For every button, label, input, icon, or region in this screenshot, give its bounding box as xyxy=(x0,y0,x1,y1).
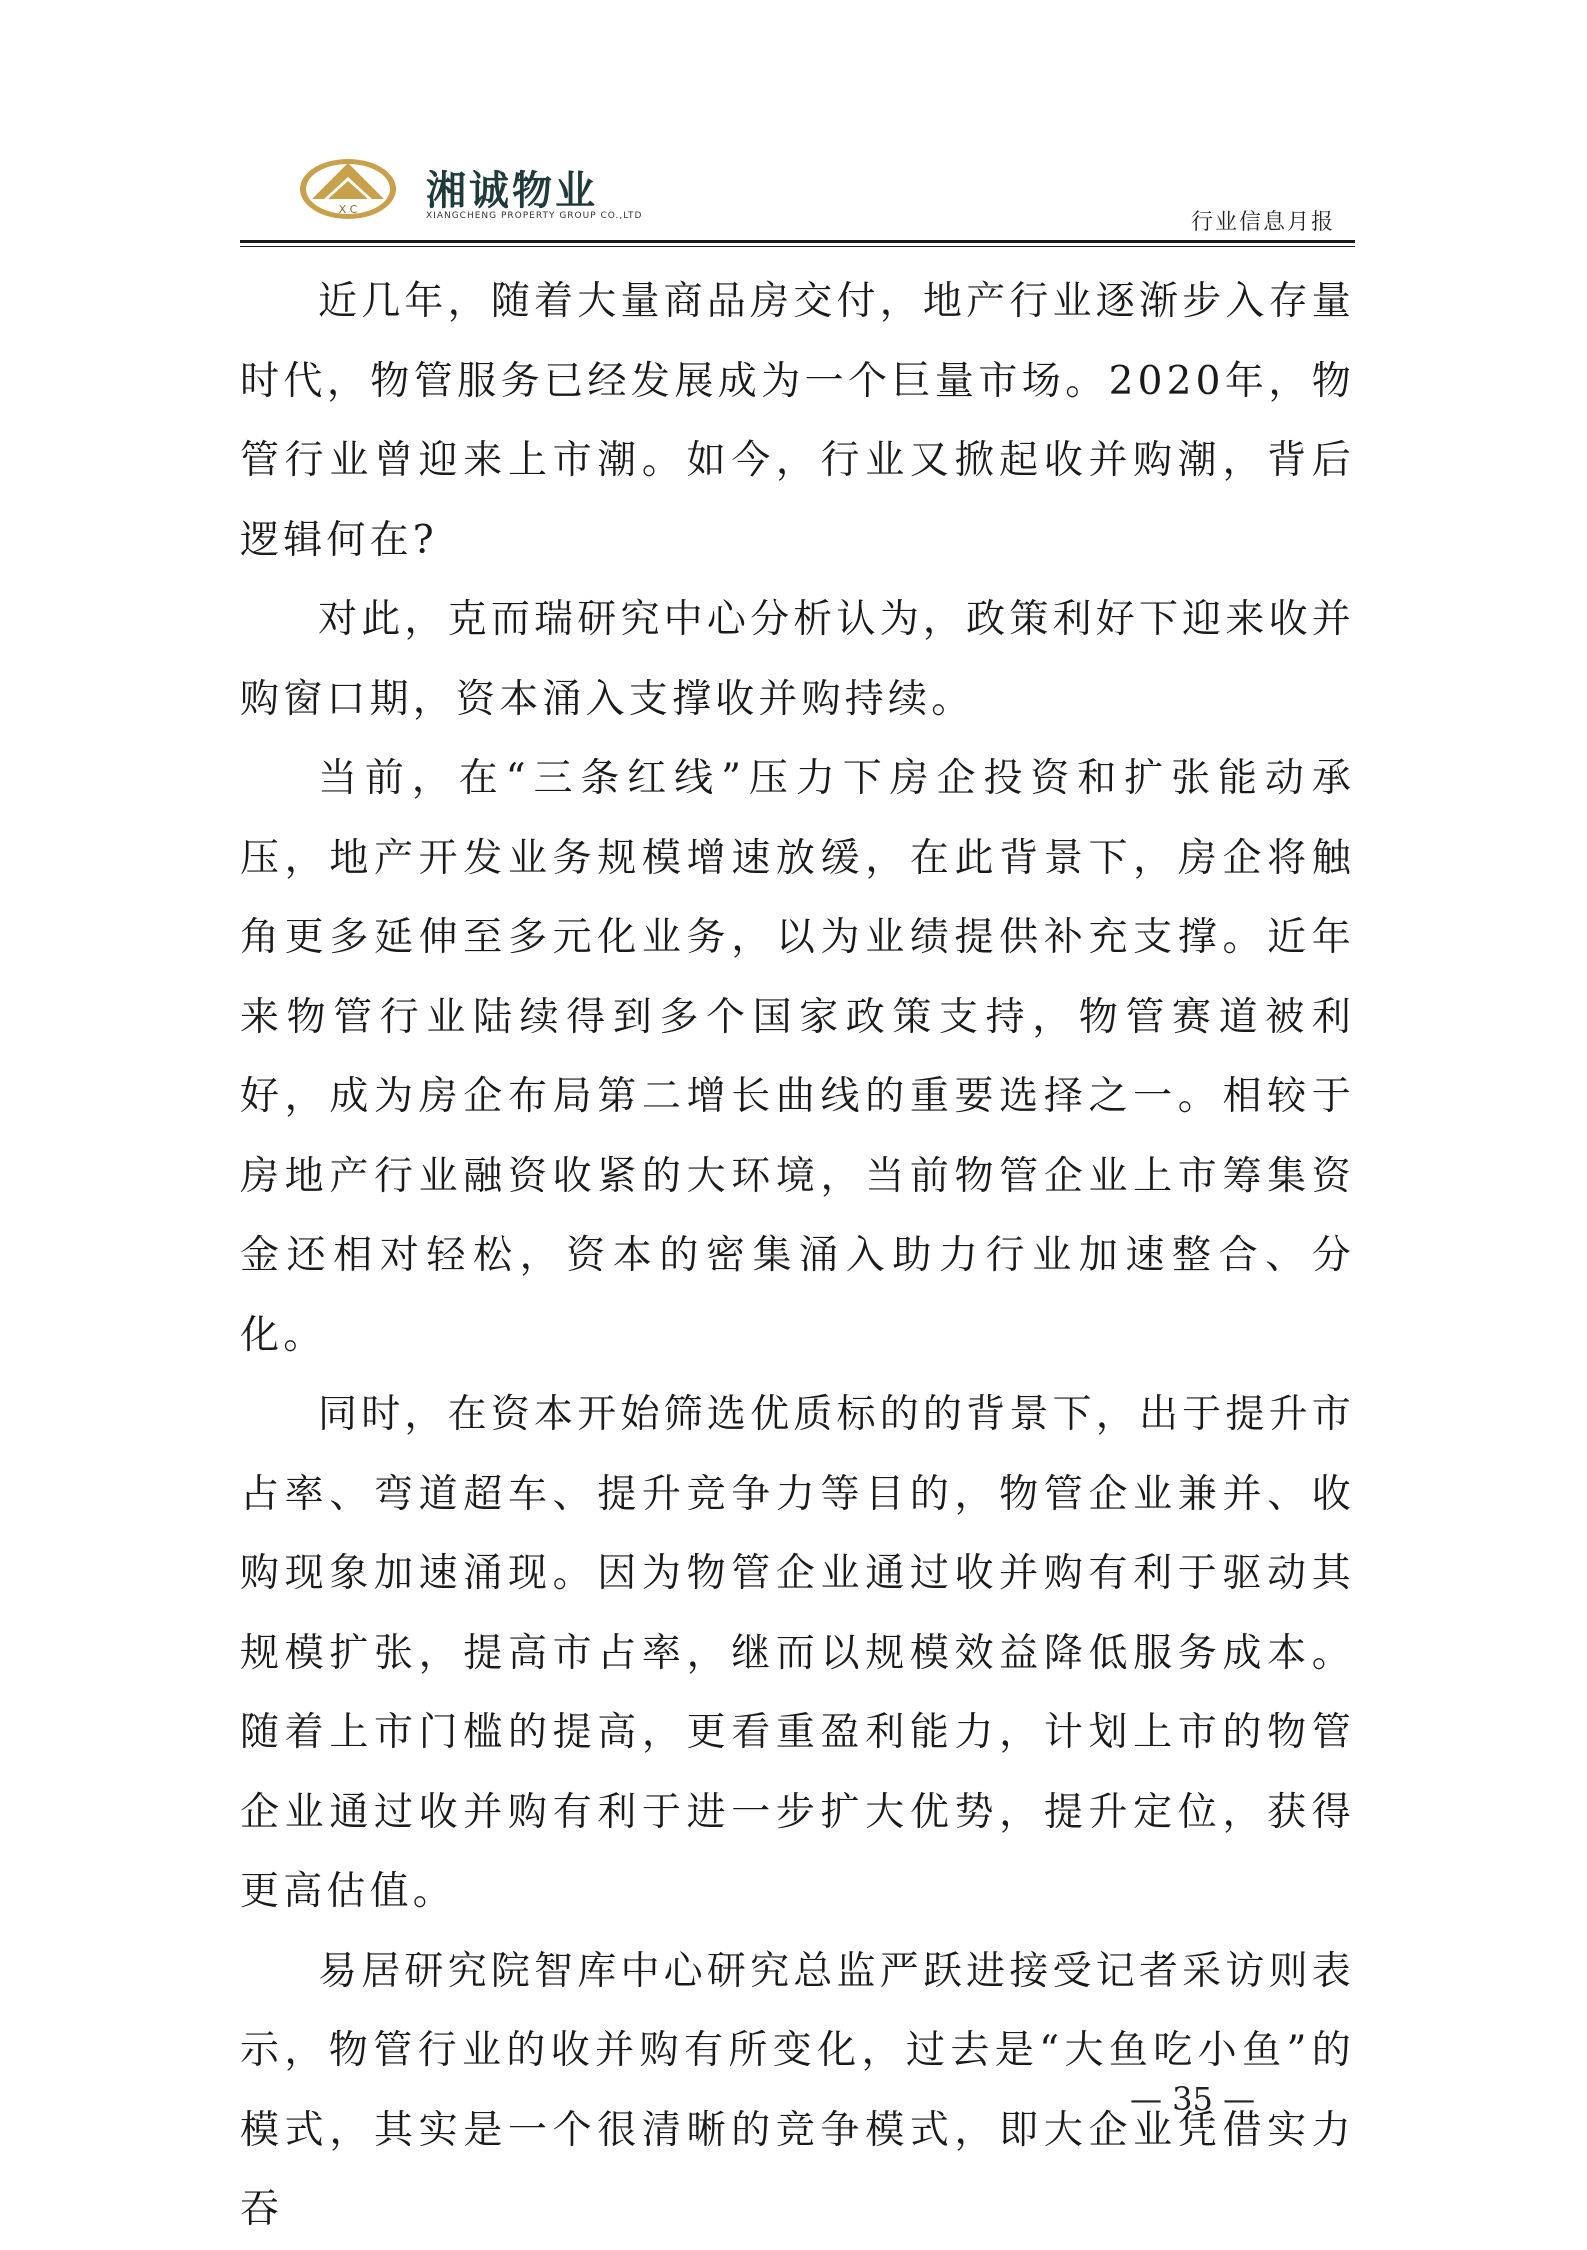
page-header xyxy=(240,125,1355,245)
article-body xyxy=(240,262,1355,2250)
paragraph: 易居研究院智库中心研究总监严跃进接受记者采访则表示，物管行业的收并购有所变化，过去是“大鱼吃小鱼”的模式，其实是一个很清晰的竞争模式，即大企业凭借实力吞 xyxy=(240,1948,1355,2232)
report-title: 行业信息月报 xyxy=(1190,210,1335,235)
paragraph: 近几年，随着大量商品房交付，地产行业逐渐步入存量时代，物管服务已经发展成为一个巨量市场。2020年，物管行业曾迎来上市潮。如今，行业又掀起收并购潮，背后逻辑何在? xyxy=(240,279,1355,563)
page-number: — 35 — xyxy=(1130,2080,1256,2118)
header-divider-thin xyxy=(240,246,1355,247)
logo-company-name: 湘诚物业 xyxy=(426,168,598,214)
paragraph: 对此，克而瑞研究中心分析认为，政策利好下迎来收并购窗口期，资本涌入支撑收并购持续。 xyxy=(240,597,1355,722)
svg-text:X C: X C xyxy=(338,203,358,216)
paragraph: 同时，在资本开始筛选优质标的的背景下，出于提升市占率、弯道超车、提升竞争力等目的，物管企业兼并、收购现象加速涌现。因为物管企业通过收并购有利于驱动其规模扩张，提高市占率，继而以规模效益降低服务成本。随着上市门槛的提高，更看重盈利能力，计划上市的物管企业通过收并购有利于进一步扩大优势，提升定位，获得更高估值。 xyxy=(240,1392,1355,1914)
header-divider-thick xyxy=(240,240,1355,243)
logo-mark-icon xyxy=(298,147,398,227)
company-logo xyxy=(298,137,658,227)
logo-company-subtitle: XIANGCHENG PROPERTY GROUP CO.,LTD xyxy=(426,211,643,221)
paragraph: 当前，在“三条红线”压力下房企投资和扩张能动承压，地产开发业务规模增速放缓，在此背景下，房企将触角更多延伸至多元化业务，以为业绩提供补充支撑。近年来物管行业陆续得到多个国家政策支持，物管赛道被利好，成为房企布局第二增长曲线的重要选择之一。相较于房地产行业融资收紧的大环境，当前物管企业上市筹集资金还相对轻松，资本的密集涌入助力行业加速整合、分化。 xyxy=(240,756,1355,1358)
